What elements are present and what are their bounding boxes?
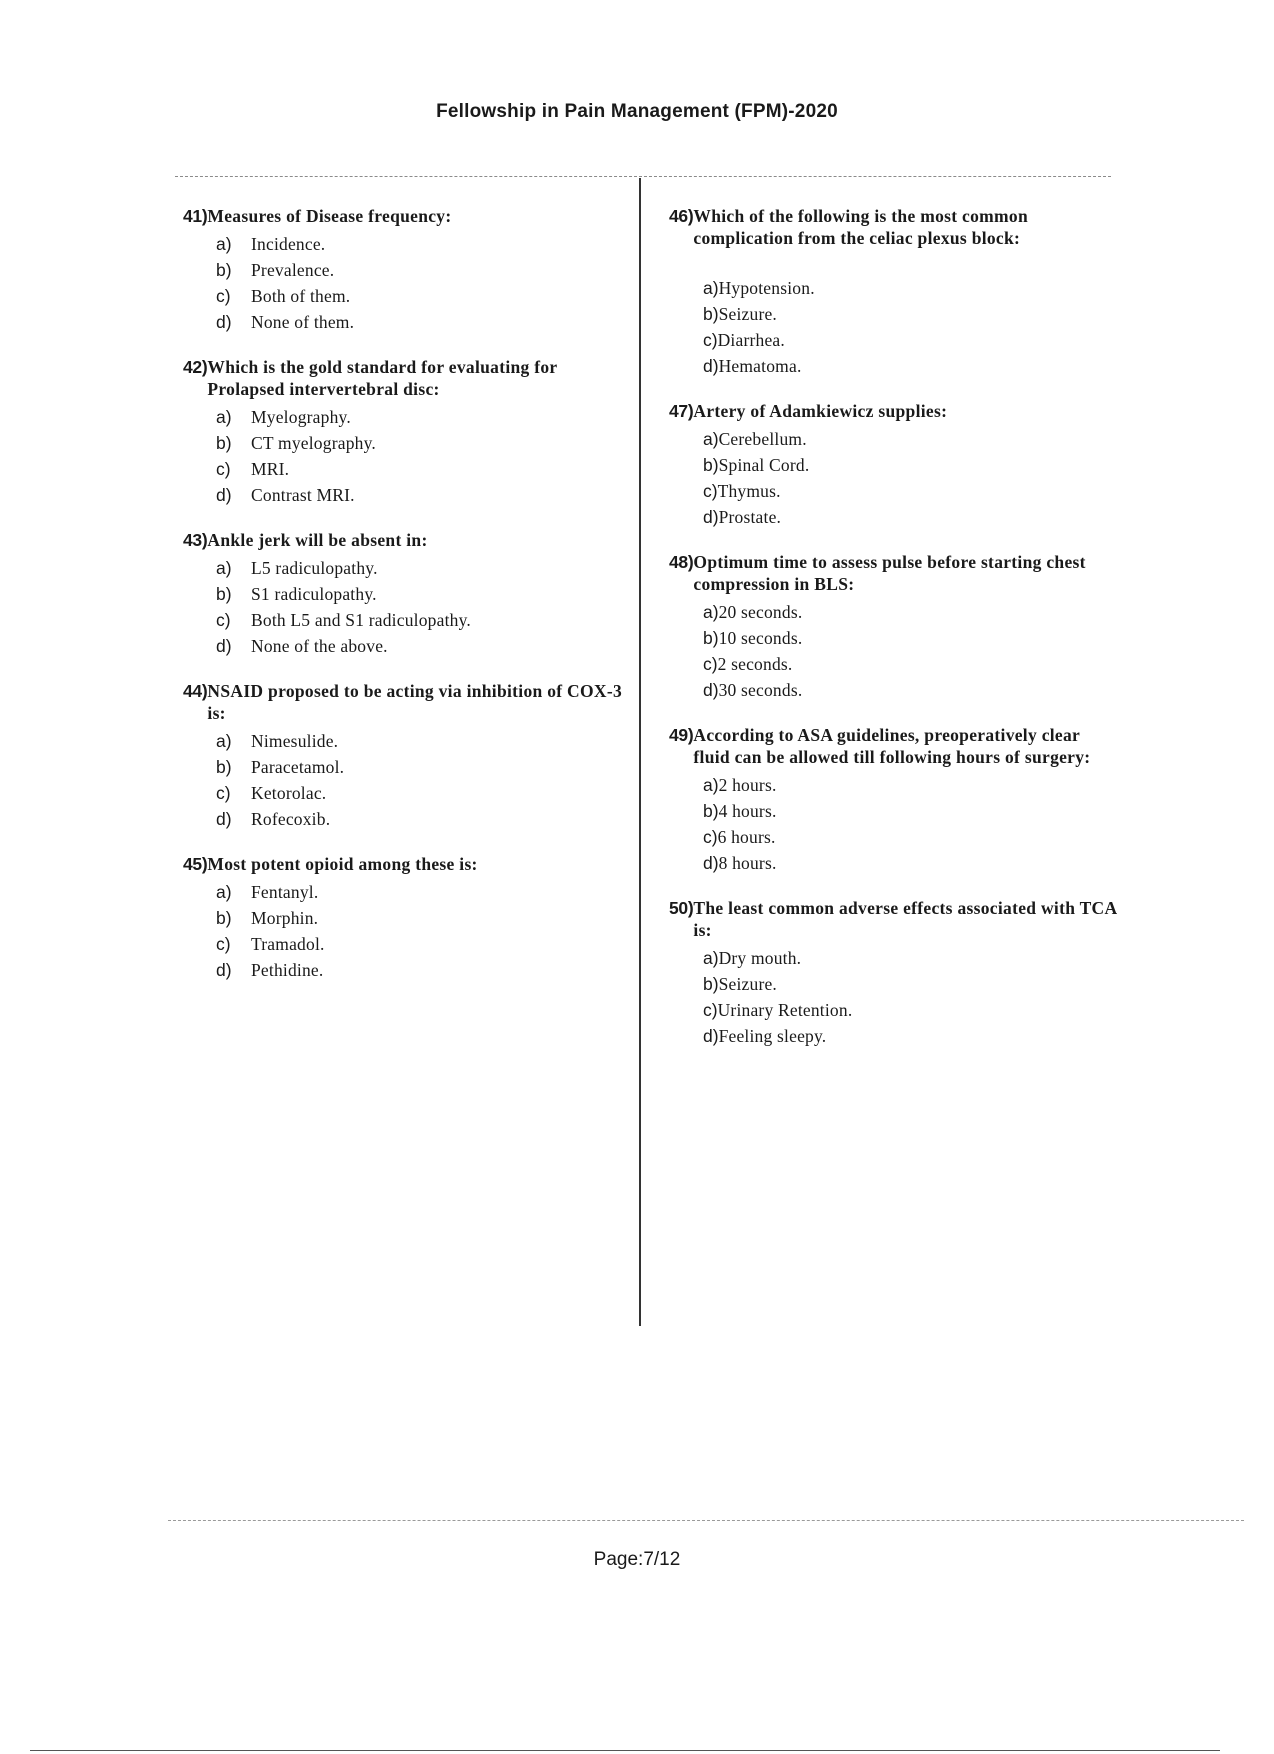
- answer-option: [703, 426, 1119, 452]
- answer-option: [216, 482, 623, 508]
- answer-option: [216, 430, 623, 456]
- option-text: Prostate.: [718, 507, 782, 527]
- option-text: 8 hours.: [718, 853, 777, 873]
- question-text: The least common adverse effects associated with TCA is:: [693, 898, 1117, 940]
- answer-option: [216, 780, 623, 806]
- answer-options: [216, 231, 623, 335]
- option-letter: a): [216, 731, 232, 751]
- option-letter: c): [216, 286, 231, 306]
- question-heading: [183, 853, 623, 875]
- option-letter: b): [216, 584, 232, 604]
- option-letter: b): [703, 801, 719, 821]
- option-text: Thymus.: [717, 481, 781, 501]
- answer-option: [216, 283, 623, 309]
- answer-option: [703, 798, 1119, 824]
- option-text: 2 hours.: [718, 775, 777, 795]
- answer-option: [216, 905, 623, 931]
- question-heading: [669, 400, 1119, 422]
- option-text: Pethidine.: [251, 960, 324, 980]
- answer-option: [703, 997, 1119, 1023]
- question-heading: [183, 529, 623, 551]
- question-block: [669, 724, 1119, 876]
- option-text: CT myelography.: [251, 433, 376, 453]
- option-text: Both of them.: [251, 286, 351, 306]
- answer-option: [216, 607, 623, 633]
- option-letter: d): [703, 853, 719, 873]
- question-heading: [669, 724, 1119, 768]
- option-letter: b): [703, 304, 719, 324]
- question-number: 44): [183, 681, 208, 701]
- answer-option: [703, 275, 1119, 301]
- option-text: MRI.: [251, 459, 290, 479]
- answer-option: [216, 931, 623, 957]
- option-text: None of the above.: [251, 636, 388, 656]
- option-text: Nimesulide.: [251, 731, 339, 751]
- answer-option: [703, 478, 1119, 504]
- answer-option: [703, 452, 1119, 478]
- page-title: Fellowship in Pain Management (FPM)-2020: [436, 101, 838, 122]
- option-text: Urinary Retention.: [717, 1000, 853, 1020]
- option-letter: a): [703, 775, 719, 795]
- header-divider: [175, 176, 1111, 177]
- question-number: 45): [183, 854, 208, 874]
- option-letter: d): [216, 809, 232, 829]
- answer-option: [216, 879, 623, 905]
- question-number: 50): [669, 898, 694, 918]
- option-text: Tramadol.: [251, 934, 325, 954]
- option-text: Incidence.: [251, 234, 326, 254]
- question-block: [669, 400, 1119, 530]
- answer-option: [703, 772, 1119, 798]
- answer-option: [703, 327, 1119, 353]
- column-divider: [639, 178, 641, 1326]
- answer-options: [703, 772, 1119, 876]
- answer-options: [703, 599, 1119, 703]
- question-text: Artery of Adamkiewicz supplies:: [693, 401, 948, 421]
- option-text: Myelography.: [251, 407, 351, 427]
- question-block: [183, 356, 623, 508]
- answer-option: [216, 754, 623, 780]
- right-column: [669, 205, 1119, 1070]
- option-letter: a): [216, 558, 232, 578]
- answer-options: [216, 879, 623, 983]
- answer-option: [703, 850, 1119, 876]
- option-letter: b): [216, 433, 232, 453]
- option-letter: a): [703, 429, 719, 449]
- option-letter: a): [703, 602, 719, 622]
- left-column: [183, 205, 623, 1004]
- option-text: 6 hours.: [717, 827, 776, 847]
- question-text: Which of the following is the most common complication from the celiac plexus block:: [693, 206, 1028, 248]
- option-text: Both L5 and S1 radiculopathy.: [251, 610, 471, 630]
- answer-options: [703, 275, 1119, 379]
- option-text: Hypotension.: [718, 278, 815, 298]
- option-letter: b): [216, 908, 232, 928]
- option-letter: a): [216, 407, 232, 427]
- option-letter: a): [216, 882, 232, 902]
- answer-option: [216, 633, 623, 659]
- question-block: [183, 853, 623, 983]
- answer-option: [703, 971, 1119, 997]
- option-text: Dry mouth.: [718, 948, 802, 968]
- answer-options: [216, 728, 623, 832]
- answer-option: [703, 677, 1119, 703]
- question-block: [183, 205, 623, 335]
- option-text: Hematoma.: [718, 356, 802, 376]
- option-letter: d): [216, 960, 232, 980]
- option-text: S1 radiculopathy.: [251, 584, 377, 604]
- option-text: Morphin.: [251, 908, 319, 928]
- question-block: [669, 205, 1119, 379]
- answer-options: [703, 426, 1119, 530]
- question-block: [183, 529, 623, 659]
- answer-option: [703, 504, 1119, 530]
- answer-option: [703, 1023, 1119, 1049]
- question-text: Most potent opioid among these is:: [207, 854, 478, 874]
- option-letter: c): [703, 654, 718, 674]
- question-number: 41): [183, 206, 208, 226]
- answer-option: [703, 353, 1119, 379]
- question-text: According to ASA guidelines, preoperatively clear fluid can be allowed till following hours of surgery:: [693, 725, 1091, 767]
- question-block: [183, 680, 623, 832]
- question-heading: [669, 897, 1119, 941]
- answer-option: [703, 651, 1119, 677]
- question-number: 42): [183, 357, 208, 377]
- answer-option: [703, 301, 1119, 327]
- answer-option: [216, 581, 623, 607]
- option-letter: c): [216, 459, 231, 479]
- option-letter: a): [703, 278, 719, 298]
- question-number: 43): [183, 530, 208, 550]
- question-heading: [669, 205, 1119, 249]
- option-letter: c): [703, 827, 718, 847]
- option-text: Diarrhea.: [717, 330, 785, 350]
- option-text: Rofecoxib.: [251, 809, 331, 829]
- question-number: 49): [669, 725, 694, 745]
- footer-divider: [168, 1520, 1244, 1521]
- question-number: 48): [669, 552, 694, 572]
- option-text: Prevalence.: [251, 260, 335, 280]
- option-letter: c): [216, 934, 231, 954]
- option-letter: c): [216, 610, 231, 630]
- question-heading: [183, 356, 623, 400]
- question-text: Measures of Disease frequency:: [207, 206, 452, 226]
- option-letter: b): [703, 974, 719, 994]
- answer-option: [216, 404, 623, 430]
- question-block: [669, 897, 1119, 1049]
- option-text: 4 hours.: [718, 801, 777, 821]
- option-letter: a): [216, 234, 232, 254]
- option-text: 2 seconds.: [717, 654, 793, 674]
- option-text: Feeling sleepy.: [718, 1026, 827, 1046]
- option-letter: c): [703, 330, 718, 350]
- option-letter: d): [703, 507, 719, 527]
- answer-option: [216, 257, 623, 283]
- option-letter: b): [703, 628, 719, 648]
- option-letter: c): [703, 1000, 718, 1020]
- question-text: Ankle jerk will be absent in:: [207, 530, 428, 550]
- option-text: Ketorolac.: [251, 783, 327, 803]
- answer-option: [703, 625, 1119, 651]
- option-text: 20 seconds.: [718, 602, 803, 622]
- answer-option: [216, 957, 623, 983]
- page-number: Page:7/12: [593, 1549, 681, 1570]
- question-heading: [669, 551, 1119, 595]
- option-letter: d): [703, 356, 719, 376]
- option-text: 30 seconds.: [718, 680, 803, 700]
- question-number: 47): [669, 401, 694, 421]
- option-text: Contrast MRI.: [251, 485, 355, 505]
- option-text: Spinal Cord.: [718, 455, 810, 475]
- option-text: 10 seconds.: [718, 628, 803, 648]
- answer-option: [216, 806, 623, 832]
- answer-option: [216, 309, 623, 335]
- option-text: Seizure.: [718, 974, 778, 994]
- option-letter: b): [216, 757, 232, 777]
- option-text: Paracetamol.: [251, 757, 345, 777]
- question-heading: [183, 205, 623, 227]
- option-letter: b): [216, 260, 232, 280]
- question-heading: [183, 680, 623, 724]
- option-text: Cerebellum.: [718, 429, 807, 449]
- answer-option: [703, 824, 1119, 850]
- option-text: Seizure.: [718, 304, 778, 324]
- option-letter: d): [216, 312, 232, 332]
- option-letter: c): [703, 481, 718, 501]
- option-letter: d): [216, 485, 232, 505]
- answer-option: [216, 728, 623, 754]
- answer-options: [216, 555, 623, 659]
- option-text: None of them.: [251, 312, 355, 332]
- option-letter: d): [216, 636, 232, 656]
- option-letter: b): [703, 455, 719, 475]
- option-letter: d): [703, 1026, 719, 1046]
- answer-options: [703, 945, 1119, 1049]
- option-letter: c): [216, 783, 231, 803]
- answer-option: [216, 231, 623, 257]
- question-text: Optimum time to assess pulse before starting chest compression in BLS:: [693, 552, 1086, 594]
- answer-option: [703, 599, 1119, 625]
- question-text: Which is the gold standard for evaluating for Prolapsed intervertebral disc:: [207, 357, 558, 399]
- scan-edge-line: [30, 1750, 1220, 1751]
- question-text: NSAID proposed to be acting via inhibition of COX-3 is:: [207, 681, 623, 723]
- answer-option: [216, 456, 623, 482]
- question-block: [669, 551, 1119, 703]
- answer-option: [216, 555, 623, 581]
- question-number: 46): [669, 206, 694, 226]
- answer-options: [216, 404, 623, 508]
- option-text: Fentanyl.: [251, 882, 319, 902]
- option-letter: a): [703, 948, 719, 968]
- option-text: L5 radiculopathy.: [251, 558, 378, 578]
- option-letter: d): [703, 680, 719, 700]
- answer-option: [703, 945, 1119, 971]
